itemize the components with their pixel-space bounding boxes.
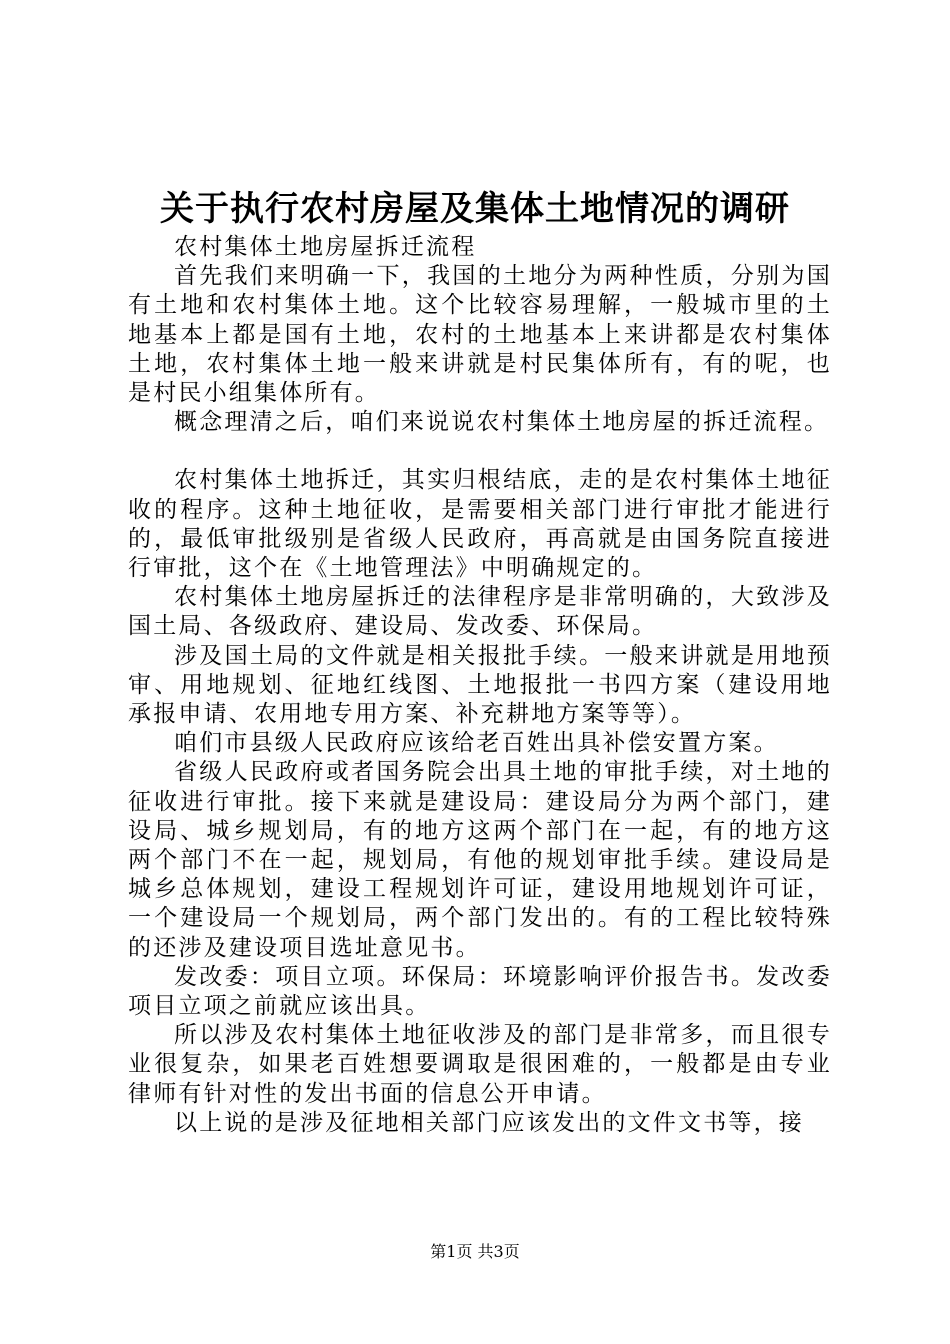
paragraph: 首先我们来明确一下，我国的土地分为两种性质，分别为国有土地和农村集体土地。这个比较容易理解，一般城市里的土地基本上都是国有土地，农村的土地基本上来讲都是农村集体土地，农村集体土地一般来讲就是村民集体所有，有的呢，也是村民小组集体所有。 bbox=[128, 263, 832, 407]
paragraph: 发改委：项目立项。环保局：环境影响评价报告书。发改委项目立项之前就应该出具。 bbox=[128, 963, 832, 1020]
paragraph: 涉及国土局的文件就是相关报批手续。一般来讲就是用地预审、用地规划、征地红线图、土地报批一书四方案（建设用地承报申请、农用地专用方案、补充耕地方案等等）。 bbox=[128, 642, 832, 728]
paragraph: 咱们市县级人民政府应该给老百姓出具补偿安置方案。 bbox=[174, 730, 779, 757]
paragraph: 所以涉及农村集体土地征收涉及的部门是非常多，而且很专业很复杂，如果老百姓想要调取是很困难的，一般都是由专业律师有针对性的发出书面的信息公开申请。 bbox=[128, 1022, 832, 1107]
paragraph: 概念理清之后，咱们来说说农村集体土地房屋的拆迁流程。 bbox=[174, 409, 830, 436]
document-title: 关于执行农村房屋及集体土地情况的调研 bbox=[160, 189, 790, 229]
paragraph-subtitle: 农村集体土地房屋拆迁流程 bbox=[174, 234, 477, 260]
page-number-footer: 第1页 共3页 bbox=[430, 1242, 520, 1261]
paragraph: 农村集体土地房屋拆迁的法律程序是非常明确的，大致涉及国土局、各级政府、建设局、发改委、环保局。 bbox=[128, 584, 832, 640]
paragraph: 农村集体土地拆迁，其实归根结底，走的是农村集体土地征收的程序。这种土地征收，是需要相关部门进行审批才能进行的，最低审批级别是省级人民政府，再高就是由国务院直接进行审批，这个在《土地管理法》中明确规定的。 bbox=[128, 467, 832, 582]
paragraph: 省级人民政府或者国务院会出具土地的审批手续，对土地的征收进行审批。接下来就是建设局：建设局分为两个部门，建设局、城乡规划局，有的地方这两个部门在一起，有的地方这两个部门不在一起，规划局，有他的规划审批手续。建设局是城乡总体规划，建设工程规划许可证，建设用地规划许可证，一个建设局一个规划局，两个部门发出的。有的工程比较特殊的还涉及建设项目选址意见书。 bbox=[128, 759, 832, 961]
document-body bbox=[128, 233, 832, 1138]
paragraph: 以上说的是涉及征地相关部门应该发出的文件文书等，接 bbox=[174, 1109, 804, 1136]
